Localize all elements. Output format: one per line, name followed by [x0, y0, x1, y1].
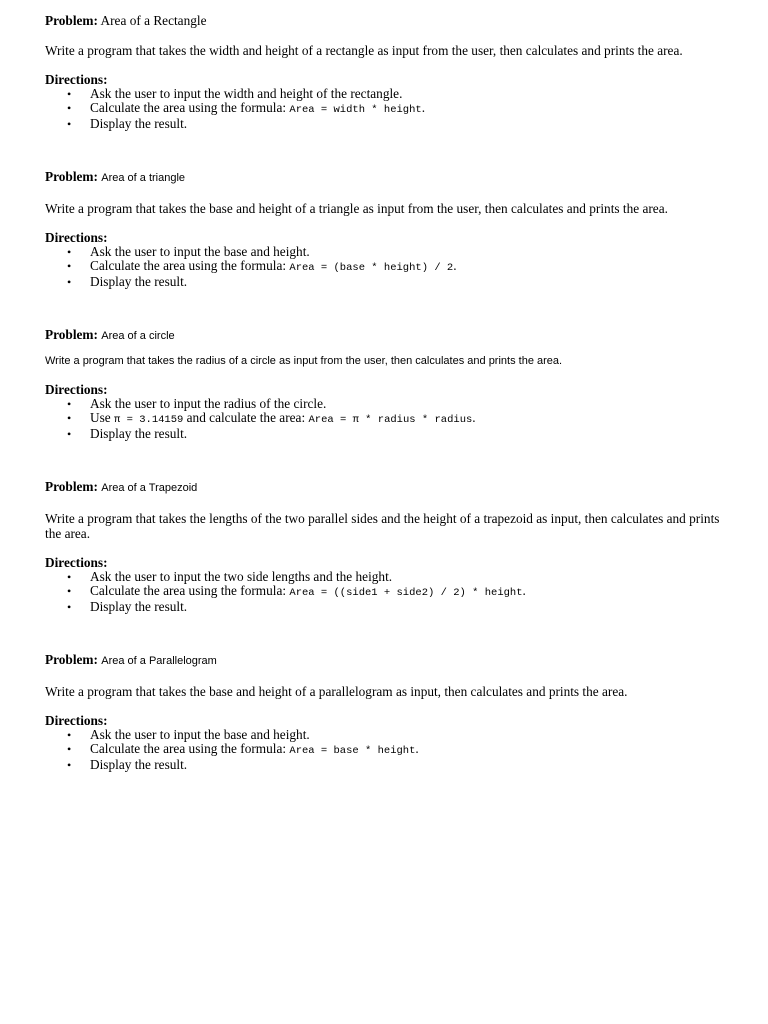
- directions-list: [45, 728, 725, 772]
- step-punctuation: .: [415, 741, 419, 756]
- problem-label: Problem:: [45, 652, 98, 667]
- list-item: [90, 570, 725, 584]
- step-text: Calculate the area using the formula:: [90, 258, 290, 273]
- step-punctuation: .: [453, 258, 457, 273]
- pi-value-code: π = 3.14159: [114, 414, 184, 426]
- step-text: Ask the user to input the radius of the circle.: [90, 396, 327, 411]
- problem-title: Area of a Rectangle: [100, 13, 207, 28]
- step-text: Calculate the area using the formula:: [90, 583, 290, 598]
- directions-heading: Directions:: [45, 230, 108, 245]
- problem-section-circle: [45, 326, 725, 441]
- problem-section-rectangle: [45, 12, 725, 131]
- problem-label: Problem:: [45, 327, 98, 342]
- list-item: [90, 600, 725, 614]
- problem-description: Write a program that takes the base and height of a parallelogram as input, then calculates and prints the area.: [45, 684, 628, 699]
- list-item: [90, 245, 725, 259]
- document-body: [45, 12, 725, 772]
- problem-description: Write a program that takes the base and height of a triangle as input from the user, then calculates and prints the area.: [45, 201, 668, 216]
- problem-label: Problem:: [45, 479, 98, 494]
- problem-heading: [45, 12, 725, 29]
- directions-list: [45, 397, 725, 441]
- list-item: [90, 742, 725, 758]
- directions-list: [45, 245, 725, 289]
- step-text: Calculate the area using the formula:: [90, 741, 290, 756]
- step-text: Display the result.: [90, 599, 188, 614]
- step-punctuation: .: [472, 410, 476, 425]
- problem-heading: [45, 478, 725, 497]
- problem-title: Area of a circle: [101, 330, 175, 342]
- problem-heading: [45, 326, 725, 345]
- directions-list: [45, 87, 725, 131]
- directions-list: [45, 570, 725, 614]
- problem-description: Write a program that takes the lengths of the two parallel sides and the height of a trapezoid as input, then calculates and prints the area.: [45, 511, 720, 541]
- list-item: [90, 411, 725, 427]
- problem-section-parallelogram: [45, 651, 725, 772]
- step-text: Display the result.: [90, 116, 188, 131]
- formula-code: Area = width * height: [289, 104, 422, 116]
- step-text: Display the result.: [90, 274, 188, 289]
- list-item: [90, 758, 725, 772]
- problem-section-triangle: [45, 168, 725, 289]
- formula-code: Area = π * radius * radius: [308, 414, 473, 426]
- problem-label: Problem:: [45, 169, 98, 184]
- problem-description: Write a program that takes the width and height of a rectangle as input from the user, then calculates and prints the area.: [45, 43, 683, 58]
- list-item: [90, 259, 725, 275]
- formula-code: Area = base * height: [289, 745, 416, 757]
- list-item: [90, 87, 725, 101]
- list-item: [90, 117, 725, 131]
- problem-heading: [45, 651, 725, 670]
- directions-heading: Directions:: [45, 713, 108, 728]
- problem-heading: [45, 168, 725, 187]
- step-text: Ask the user to input the width and height of the rectangle.: [90, 86, 403, 101]
- step-punctuation: .: [421, 100, 426, 115]
- list-item: [90, 427, 725, 441]
- step-text: Ask the user to input the base and height.: [90, 244, 310, 259]
- formula-code: Area = ((side1 + side2) / 2) * height: [289, 587, 523, 599]
- list-item: [90, 101, 725, 117]
- directions-heading: Directions:: [45, 382, 108, 397]
- step-text: Ask the user to input the base and height.: [90, 727, 310, 742]
- problem-description: Write a program that takes the radius of a circle as input from the user, then calculates and prints the area.: [45, 355, 563, 367]
- list-item: [90, 728, 725, 742]
- problem-title: Area of a triangle: [101, 172, 186, 184]
- step-text: Display the result.: [90, 757, 188, 772]
- list-item: [90, 275, 725, 289]
- step-text: Display the result.: [90, 426, 188, 441]
- directions-heading: Directions:: [45, 555, 108, 570]
- step-punctuation: .: [522, 583, 526, 598]
- list-item: [90, 397, 725, 411]
- step-text: Use: [90, 410, 115, 425]
- problem-title: Area of a Trapezoid: [101, 482, 198, 494]
- step-text: Calculate the area using the formula:: [90, 100, 290, 115]
- step-text: and calculate the area:: [183, 410, 309, 425]
- formula-code: Area = (base * height) / 2: [289, 262, 454, 274]
- list-item: [90, 584, 725, 600]
- problem-label: Problem:: [45, 13, 98, 28]
- problem-section-trapezoid: [45, 478, 725, 614]
- step-text: Ask the user to input the two side lengths and the height.: [90, 569, 393, 584]
- directions-heading: Directions:: [45, 72, 108, 87]
- problem-title: Area of a Parallelogram: [101, 655, 217, 667]
